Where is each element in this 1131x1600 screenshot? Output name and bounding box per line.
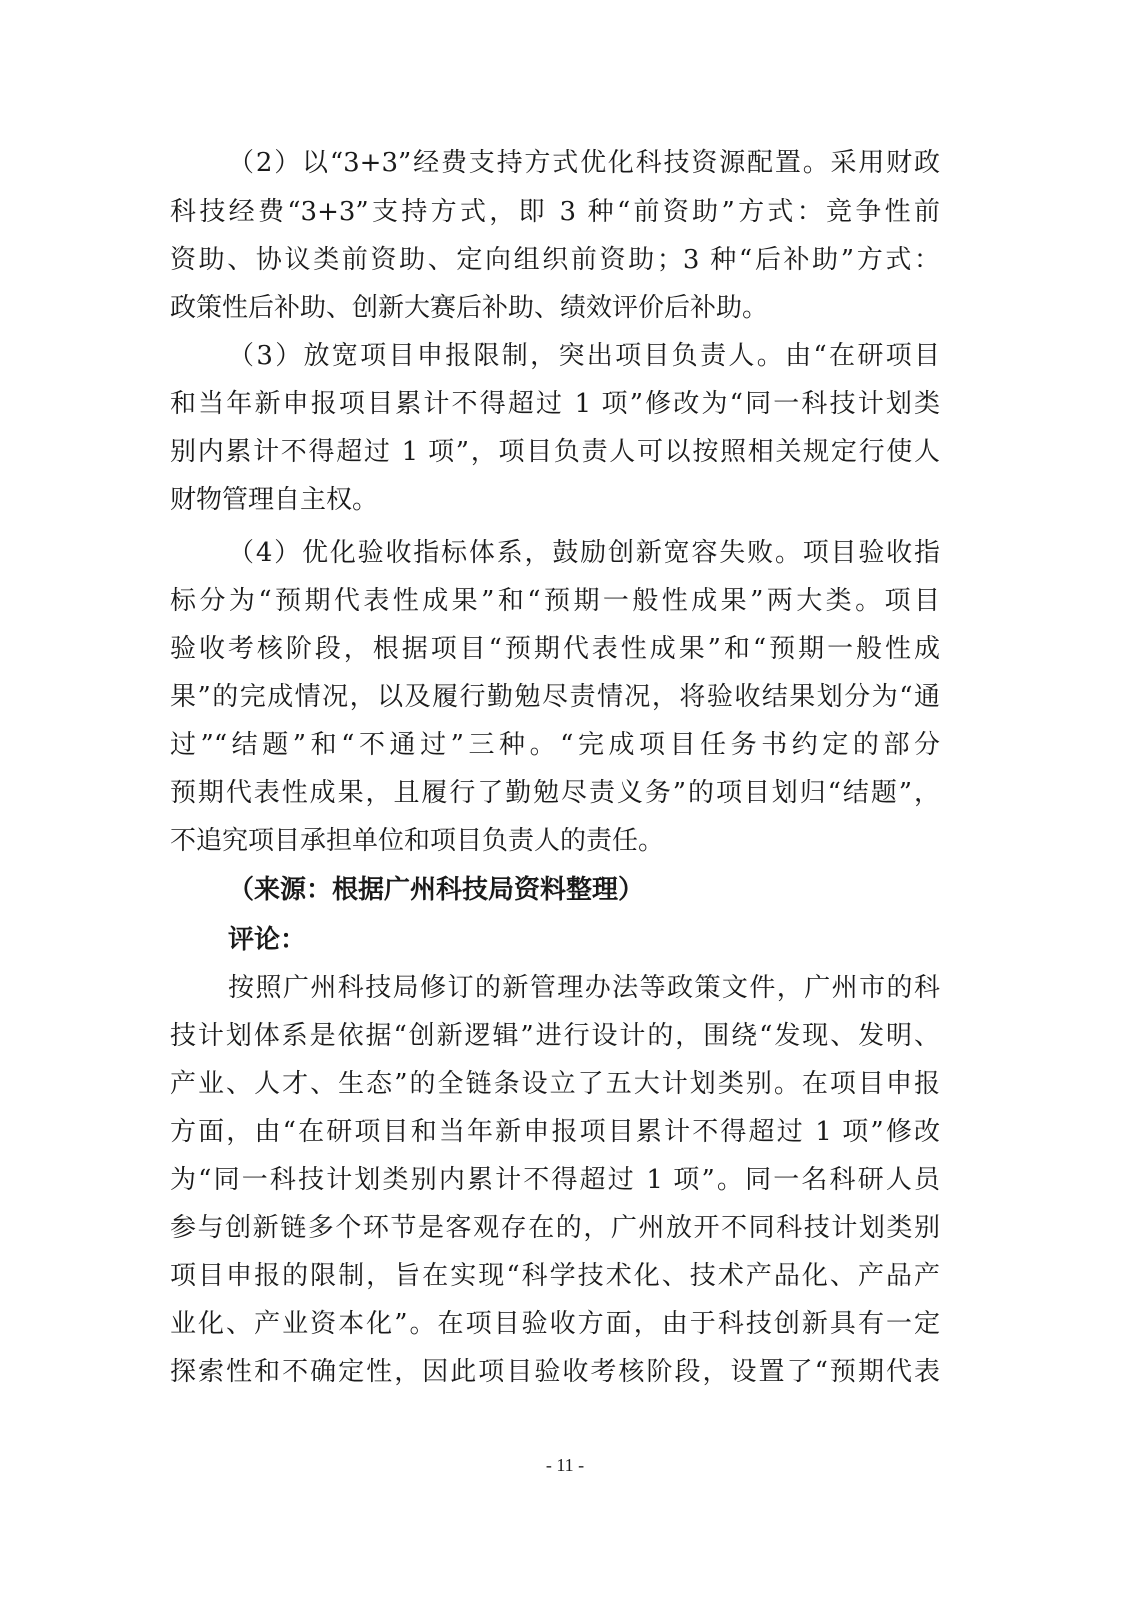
- paragraph-4-line: 过”“结题”和“不通过”三种。“完成项目任务书约定的部分: [170, 730, 940, 760]
- paragraph-3-line: 别内累计不得超过 1 项”，项目负责人可以按照相关规定行使人: [170, 437, 940, 467]
- paragraph-4-line: 预期代表性成果，且履行了勤勉尽责义务”的项目划归“结题”，: [170, 778, 940, 808]
- paragraph-3-line: 和当年新申报项目累计不得超过 1 项”修改为“同一科技计划类: [170, 389, 940, 419]
- source-note: （来源：根据广州科技局资料整理）: [228, 875, 645, 905]
- page-number: - 11 -: [545, 1455, 585, 1475]
- paragraph-4-line: 标分为“预期代表性成果”和“预期一般性成果”两大类。项目: [170, 586, 940, 616]
- paragraph-4-line: 不追究项目承担单位和项目负责人的责任。: [170, 826, 665, 856]
- paragraph-2-line: 政策性后补助、创新大赛后补助、绩效评价后补助。: [170, 293, 769, 323]
- comment-paragraph-line: 产业、人才、生态”的全链条设立了五大计划类别。在项目申报: [170, 1069, 940, 1099]
- paragraph-2-line: 科技经费“3+3”支持方式，即 3 种“前资助”方式：竞争性前: [170, 197, 940, 227]
- paragraph-2-line: 资助、协议类前资助、定向组织前资助；3 种“后补助”方式：: [170, 245, 940, 275]
- comment-paragraph-line: 项目申报的限制，旨在实现“科学技术化、技术产品化、产品产: [170, 1261, 940, 1291]
- comment-paragraph-line: 探索性和不确定性，因此项目验收考核阶段，设置了“预期代表: [170, 1357, 940, 1387]
- comment-paragraph-line: 按照广州科技局修订的新管理办法等政策文件，广州市的科: [228, 973, 940, 1003]
- comment-paragraph-line: 为“同一科技计划类别内累计不得超过 1 项”。同一名科研人员: [170, 1165, 940, 1195]
- comment-heading: 评论：: [228, 925, 307, 955]
- paragraph-4-line: 验收考核阶段，根据项目“预期代表性成果”和“预期一般性成: [170, 634, 940, 664]
- comment-paragraph-line: 方面，由“在研项目和当年新申报项目累计不得超过 1 项”修改: [170, 1117, 940, 1147]
- paragraph-4-line: （4）优化验收指标体系，鼓励创新宽容失败。项目验收指: [228, 538, 940, 568]
- paragraph-3-line: 财物管理自主权。: [170, 485, 379, 515]
- paragraph-3-line: （3）放宽项目申报限制，突出项目负责人。由“在研项目: [228, 341, 940, 371]
- paragraph-2-line: （2）以“3+3”经费支持方式优化科技资源配置。采用财政: [228, 148, 940, 178]
- comment-paragraph-line: 业化、产业资本化”。在项目验收方面，由于科技创新具有一定: [170, 1309, 940, 1339]
- comment-paragraph-line: 技计划体系是依据“创新逻辑”进行设计的，围绕“发现、发明、: [170, 1021, 940, 1051]
- comment-paragraph-line: 参与创新链多个环节是客观存在的，广州放开不同科技计划类别: [170, 1213, 940, 1243]
- paragraph-4-line: 果”的完成情况，以及履行勤勉尽责情况，将验收结果划分为“通: [170, 682, 940, 712]
